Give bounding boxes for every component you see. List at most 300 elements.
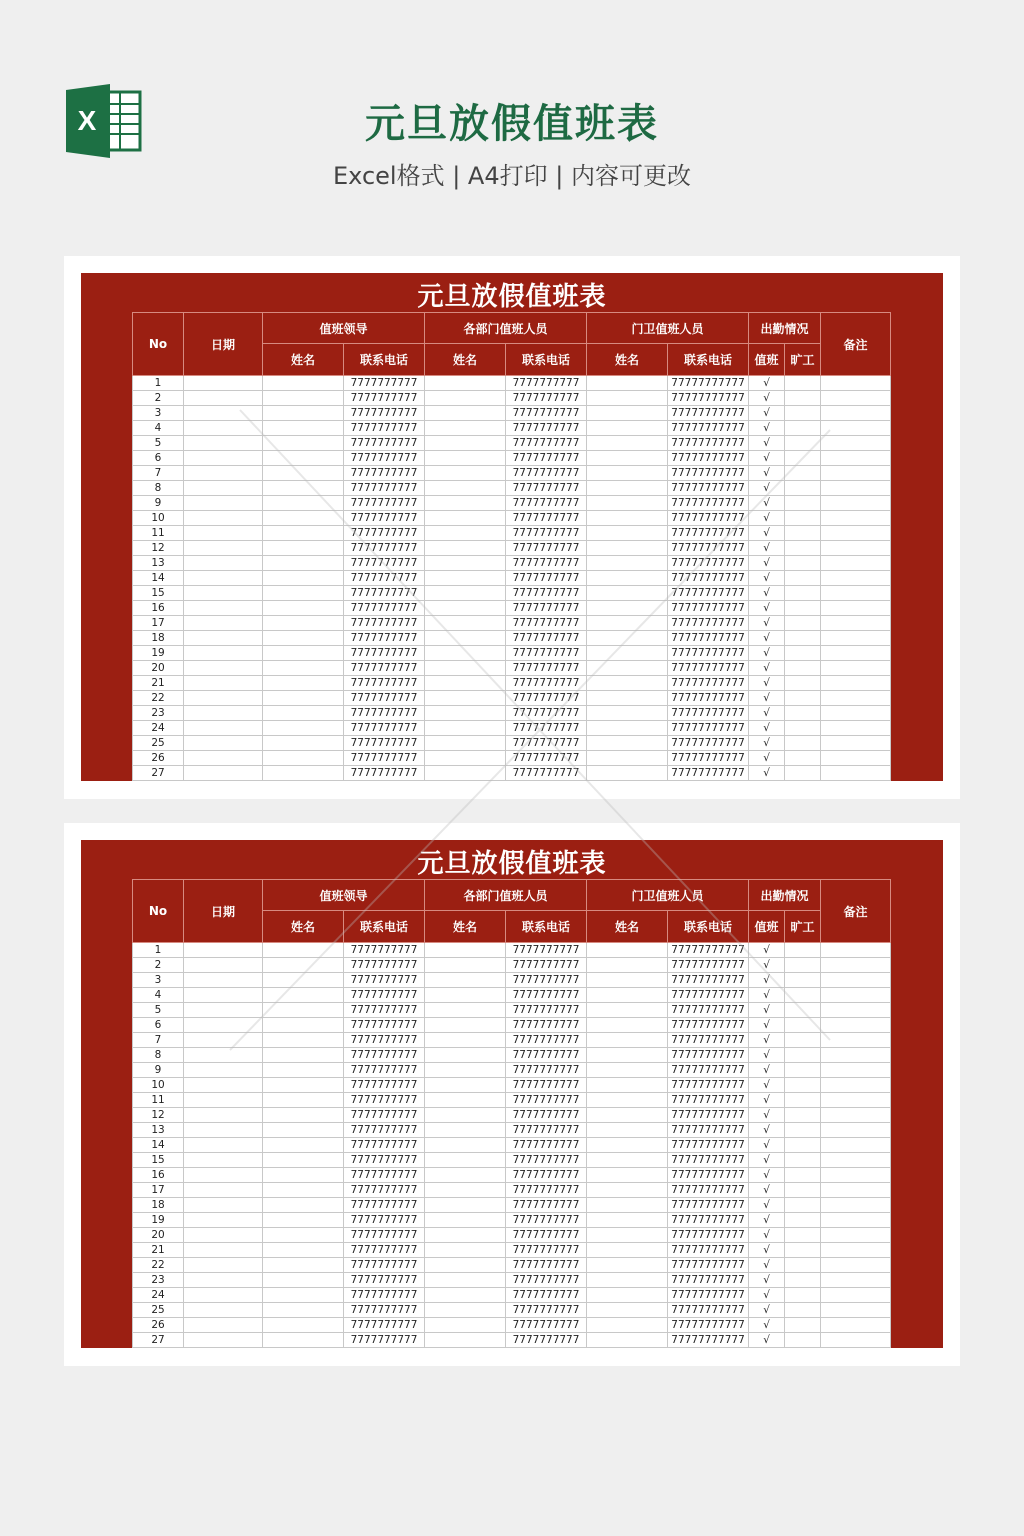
cell-on-duty[interactable]: √ <box>749 1138 785 1153</box>
cell-date[interactable] <box>184 1288 263 1303</box>
cell-date[interactable] <box>184 1333 263 1348</box>
cell-no[interactable]: 14 <box>133 571 184 586</box>
cell-dept-name[interactable] <box>425 601 506 616</box>
cell-dept-phone[interactable]: 7777777777 <box>506 481 587 496</box>
cell-guard-phone[interactable]: 77777777777 <box>668 556 749 571</box>
cell-no[interactable]: 12 <box>133 541 184 556</box>
cell-leader-phone[interactable]: 7777777777 <box>344 1138 425 1153</box>
cell-leader-name[interactable] <box>263 943 344 958</box>
cell-no[interactable]: 11 <box>133 526 184 541</box>
cell-on-duty[interactable]: √ <box>749 406 785 421</box>
cell-date[interactable] <box>184 1108 263 1123</box>
cell-guard-name[interactable] <box>587 1318 668 1333</box>
cell-on-duty[interactable]: √ <box>749 751 785 766</box>
cell-guard-name[interactable] <box>587 556 668 571</box>
cell-guard-name[interactable] <box>587 1033 668 1048</box>
cell-dept-name[interactable] <box>425 661 506 676</box>
cell-guard-name[interactable] <box>587 1003 668 1018</box>
cell-dept-phone[interactable]: 7777777777 <box>506 1318 587 1333</box>
cell-guard-name[interactable] <box>587 1168 668 1183</box>
cell-no[interactable]: 9 <box>133 496 184 511</box>
cell-dept-phone[interactable]: 7777777777 <box>506 1288 587 1303</box>
cell-absent[interactable] <box>785 466 821 481</box>
cell-on-duty[interactable]: √ <box>749 496 785 511</box>
cell-leader-phone[interactable]: 7777777777 <box>344 1333 425 1348</box>
cell-guard-name[interactable] <box>587 691 668 706</box>
cell-date[interactable] <box>184 1063 263 1078</box>
cell-date[interactable] <box>184 661 263 676</box>
cell-on-duty[interactable]: √ <box>749 676 785 691</box>
cell-dept-phone[interactable]: 7777777777 <box>506 1138 587 1153</box>
cell-leader-name[interactable] <box>263 973 344 988</box>
cell-leader-name[interactable] <box>263 571 344 586</box>
cell-leader-phone[interactable]: 7777777777 <box>344 973 425 988</box>
cell-leader-name[interactable] <box>263 1153 344 1168</box>
cell-remark[interactable] <box>821 751 891 766</box>
cell-date[interactable] <box>184 1048 263 1063</box>
cell-dept-name[interactable] <box>425 1288 506 1303</box>
cell-absent[interactable] <box>785 1318 821 1333</box>
cell-remark[interactable] <box>821 1333 891 1348</box>
cell-remark[interactable] <box>821 1228 891 1243</box>
cell-guard-name[interactable] <box>587 391 668 406</box>
cell-remark[interactable] <box>821 661 891 676</box>
cell-guard-phone[interactable]: 77777777777 <box>668 1213 749 1228</box>
cell-guard-name[interactable] <box>587 1333 668 1348</box>
cell-leader-name[interactable] <box>263 526 344 541</box>
cell-on-duty[interactable]: √ <box>749 1018 785 1033</box>
cell-date[interactable] <box>184 586 263 601</box>
cell-no[interactable]: 2 <box>133 958 184 973</box>
cell-leader-name[interactable] <box>263 661 344 676</box>
cell-absent[interactable] <box>785 1243 821 1258</box>
cell-dept-phone[interactable]: 7777777777 <box>506 973 587 988</box>
cell-guard-phone[interactable]: 77777777777 <box>668 1048 749 1063</box>
cell-dept-phone[interactable]: 7777777777 <box>506 391 587 406</box>
cell-remark[interactable] <box>821 1168 891 1183</box>
cell-absent[interactable] <box>785 706 821 721</box>
cell-leader-name[interactable] <box>263 751 344 766</box>
cell-no[interactable]: 9 <box>133 1063 184 1078</box>
cell-dept-name[interactable] <box>425 616 506 631</box>
cell-dept-phone[interactable]: 7777777777 <box>506 646 587 661</box>
cell-on-duty[interactable]: √ <box>749 586 785 601</box>
cell-leader-name[interactable] <box>263 1003 344 1018</box>
cell-leader-name[interactable] <box>263 1228 344 1243</box>
cell-guard-phone[interactable]: 77777777777 <box>668 466 749 481</box>
cell-guard-phone[interactable]: 77777777777 <box>668 481 749 496</box>
cell-leader-phone[interactable]: 7777777777 <box>344 751 425 766</box>
cell-on-duty[interactable]: √ <box>749 526 785 541</box>
cell-no[interactable]: 6 <box>133 451 184 466</box>
cell-no[interactable]: 4 <box>133 421 184 436</box>
cell-dept-name[interactable] <box>425 943 506 958</box>
cell-absent[interactable] <box>785 1183 821 1198</box>
cell-remark[interactable] <box>821 616 891 631</box>
cell-on-duty[interactable]: √ <box>749 376 785 391</box>
cell-dept-name[interactable] <box>425 511 506 526</box>
cell-on-duty[interactable]: √ <box>749 943 785 958</box>
cell-leader-phone[interactable]: 7777777777 <box>344 958 425 973</box>
cell-dept-name[interactable] <box>425 691 506 706</box>
cell-dept-phone[interactable]: 7777777777 <box>506 526 587 541</box>
cell-no[interactable]: 25 <box>133 1303 184 1318</box>
cell-date[interactable] <box>184 1153 263 1168</box>
cell-leader-phone[interactable]: 7777777777 <box>344 1258 425 1273</box>
cell-guard-phone[interactable]: 77777777777 <box>668 631 749 646</box>
cell-guard-phone[interactable]: 77777777777 <box>668 1228 749 1243</box>
cell-guard-name[interactable] <box>587 1078 668 1093</box>
cell-dept-phone[interactable]: 7777777777 <box>506 1303 587 1318</box>
cell-date[interactable] <box>184 766 263 781</box>
cell-leader-name[interactable] <box>263 766 344 781</box>
cell-leader-name[interactable] <box>263 1123 344 1138</box>
cell-leader-phone[interactable]: 7777777777 <box>344 541 425 556</box>
cell-leader-phone[interactable]: 7777777777 <box>344 1198 425 1213</box>
cell-guard-phone[interactable]: 77777777777 <box>668 616 749 631</box>
cell-dept-phone[interactable]: 7777777777 <box>506 1048 587 1063</box>
cell-no[interactable]: 13 <box>133 556 184 571</box>
cell-remark[interactable] <box>821 511 891 526</box>
cell-guard-name[interactable] <box>587 586 668 601</box>
cell-leader-phone[interactable]: 7777777777 <box>344 766 425 781</box>
cell-guard-phone[interactable]: 77777777777 <box>668 1243 749 1258</box>
cell-guard-name[interactable] <box>587 481 668 496</box>
cell-no[interactable]: 16 <box>133 1168 184 1183</box>
cell-leader-name[interactable] <box>263 1093 344 1108</box>
cell-leader-name[interactable] <box>263 1333 344 1348</box>
cell-guard-name[interactable] <box>587 571 668 586</box>
cell-absent[interactable] <box>785 1153 821 1168</box>
cell-absent[interactable] <box>785 721 821 736</box>
cell-leader-name[interactable] <box>263 1213 344 1228</box>
cell-leader-phone[interactable]: 7777777777 <box>344 466 425 481</box>
cell-dept-phone[interactable]: 7777777777 <box>506 556 587 571</box>
cell-leader-phone[interactable]: 7777777777 <box>344 1108 425 1123</box>
cell-dept-phone[interactable]: 7777777777 <box>506 1273 587 1288</box>
cell-guard-name[interactable] <box>587 436 668 451</box>
cell-leader-phone[interactable]: 7777777777 <box>344 496 425 511</box>
cell-on-duty[interactable]: √ <box>749 436 785 451</box>
cell-on-duty[interactable]: √ <box>749 1228 785 1243</box>
cell-date[interactable] <box>184 436 263 451</box>
cell-dept-phone[interactable]: 7777777777 <box>506 943 587 958</box>
cell-dept-name[interactable] <box>425 1168 506 1183</box>
cell-no[interactable]: 26 <box>133 751 184 766</box>
cell-date[interactable] <box>184 958 263 973</box>
cell-dept-phone[interactable]: 7777777777 <box>506 496 587 511</box>
cell-guard-name[interactable] <box>587 751 668 766</box>
cell-on-duty[interactable]: √ <box>749 706 785 721</box>
cell-date[interactable] <box>184 646 263 661</box>
cell-absent[interactable] <box>785 943 821 958</box>
cell-remark[interactable] <box>821 436 891 451</box>
cell-on-duty[interactable]: √ <box>749 721 785 736</box>
cell-dept-name[interactable] <box>425 1078 506 1093</box>
cell-leader-phone[interactable]: 7777777777 <box>344 586 425 601</box>
cell-no[interactable]: 3 <box>133 973 184 988</box>
cell-absent[interactable] <box>785 1228 821 1243</box>
cell-on-duty[interactable]: √ <box>749 421 785 436</box>
cell-on-duty[interactable]: √ <box>749 1243 785 1258</box>
cell-leader-phone[interactable]: 7777777777 <box>344 451 425 466</box>
cell-guard-phone[interactable]: 77777777777 <box>668 421 749 436</box>
cell-leader-name[interactable] <box>263 391 344 406</box>
cell-guard-name[interactable] <box>587 1183 668 1198</box>
cell-remark[interactable] <box>821 421 891 436</box>
cell-leader-phone[interactable]: 7777777777 <box>344 1018 425 1033</box>
cell-guard-phone[interactable]: 77777777777 <box>668 1018 749 1033</box>
cell-dept-phone[interactable]: 7777777777 <box>506 1213 587 1228</box>
cell-date[interactable] <box>184 1033 263 1048</box>
cell-leader-name[interactable] <box>263 631 344 646</box>
cell-date[interactable] <box>184 571 263 586</box>
cell-remark[interactable] <box>821 601 891 616</box>
cell-guard-name[interactable] <box>587 766 668 781</box>
cell-absent[interactable] <box>785 1108 821 1123</box>
cell-dept-name[interactable] <box>425 1048 506 1063</box>
cell-guard-phone[interactable]: 77777777777 <box>668 691 749 706</box>
cell-guard-phone[interactable]: 77777777777 <box>668 1003 749 1018</box>
cell-no[interactable]: 14 <box>133 1138 184 1153</box>
cell-no[interactable]: 3 <box>133 406 184 421</box>
cell-leader-phone[interactable]: 7777777777 <box>344 601 425 616</box>
cell-dept-name[interactable] <box>425 436 506 451</box>
cell-remark[interactable] <box>821 988 891 1003</box>
cell-date[interactable] <box>184 1213 263 1228</box>
cell-remark[interactable] <box>821 1318 891 1333</box>
cell-dept-phone[interactable]: 7777777777 <box>506 1108 587 1123</box>
cell-leader-name[interactable] <box>263 616 344 631</box>
cell-date[interactable] <box>184 1228 263 1243</box>
cell-guard-name[interactable] <box>587 1018 668 1033</box>
cell-on-duty[interactable]: √ <box>749 451 785 466</box>
cell-dept-name[interactable] <box>425 1153 506 1168</box>
cell-absent[interactable] <box>785 1288 821 1303</box>
cell-no[interactable]: 20 <box>133 1228 184 1243</box>
cell-absent[interactable] <box>785 1198 821 1213</box>
cell-guard-name[interactable] <box>587 541 668 556</box>
cell-date[interactable] <box>184 481 263 496</box>
cell-leader-phone[interactable]: 7777777777 <box>344 1318 425 1333</box>
cell-absent[interactable] <box>785 1168 821 1183</box>
cell-leader-phone[interactable]: 7777777777 <box>344 1123 425 1138</box>
cell-leader-name[interactable] <box>263 421 344 436</box>
cell-on-duty[interactable]: √ <box>749 1093 785 1108</box>
cell-remark[interactable] <box>821 1108 891 1123</box>
cell-guard-phone[interactable]: 77777777777 <box>668 436 749 451</box>
cell-dept-name[interactable] <box>425 526 506 541</box>
cell-on-duty[interactable]: √ <box>749 571 785 586</box>
cell-leader-name[interactable] <box>263 721 344 736</box>
cell-no[interactable]: 21 <box>133 1243 184 1258</box>
cell-dept-phone[interactable]: 7777777777 <box>506 541 587 556</box>
cell-leader-name[interactable] <box>263 676 344 691</box>
cell-absent[interactable] <box>785 958 821 973</box>
cell-absent[interactable] <box>785 973 821 988</box>
cell-on-duty[interactable]: √ <box>749 1078 785 1093</box>
cell-guard-name[interactable] <box>587 1198 668 1213</box>
cell-on-duty[interactable]: √ <box>749 1048 785 1063</box>
cell-remark[interactable] <box>821 1078 891 1093</box>
cell-dept-phone[interactable]: 7777777777 <box>506 1033 587 1048</box>
cell-date[interactable] <box>184 1183 263 1198</box>
cell-date[interactable] <box>184 736 263 751</box>
cell-leader-phone[interactable]: 7777777777 <box>344 1048 425 1063</box>
cell-guard-phone[interactable]: 77777777777 <box>668 601 749 616</box>
cell-absent[interactable] <box>785 1048 821 1063</box>
cell-dept-name[interactable] <box>425 1123 506 1138</box>
cell-absent[interactable] <box>785 1003 821 1018</box>
cell-guard-phone[interactable]: 77777777777 <box>668 676 749 691</box>
cell-dept-phone[interactable]: 7777777777 <box>506 751 587 766</box>
cell-dept-phone[interactable]: 7777777777 <box>506 661 587 676</box>
cell-guard-phone[interactable]: 77777777777 <box>668 526 749 541</box>
cell-guard-name[interactable] <box>587 631 668 646</box>
cell-on-duty[interactable]: √ <box>749 1168 785 1183</box>
cell-no[interactable]: 8 <box>133 481 184 496</box>
cell-dept-phone[interactable]: 7777777777 <box>506 601 587 616</box>
cell-on-duty[interactable]: √ <box>749 1123 785 1138</box>
cell-remark[interactable] <box>821 691 891 706</box>
cell-date[interactable] <box>184 988 263 1003</box>
cell-leader-phone[interactable]: 7777777777 <box>344 1228 425 1243</box>
cell-on-duty[interactable]: √ <box>749 1213 785 1228</box>
cell-date[interactable] <box>184 1123 263 1138</box>
cell-guard-phone[interactable]: 77777777777 <box>668 706 749 721</box>
cell-absent[interactable] <box>785 526 821 541</box>
cell-dept-phone[interactable]: 7777777777 <box>506 1018 587 1033</box>
cell-remark[interactable] <box>821 1303 891 1318</box>
cell-no[interactable]: 11 <box>133 1093 184 1108</box>
cell-remark[interactable] <box>821 958 891 973</box>
cell-remark[interactable] <box>821 1138 891 1153</box>
cell-leader-name[interactable] <box>263 1063 344 1078</box>
cell-no[interactable]: 7 <box>133 1033 184 1048</box>
cell-date[interactable] <box>184 406 263 421</box>
cell-remark[interactable] <box>821 1183 891 1198</box>
cell-leader-name[interactable] <box>263 988 344 1003</box>
cell-no[interactable]: 15 <box>133 1153 184 1168</box>
cell-on-duty[interactable]: √ <box>749 973 785 988</box>
cell-no[interactable]: 10 <box>133 511 184 526</box>
cell-leader-name[interactable] <box>263 586 344 601</box>
cell-dept-name[interactable] <box>425 406 506 421</box>
cell-dept-phone[interactable]: 7777777777 <box>506 1123 587 1138</box>
cell-guard-name[interactable] <box>587 1108 668 1123</box>
cell-guard-phone[interactable]: 77777777777 <box>668 1273 749 1288</box>
cell-dept-phone[interactable]: 7777777777 <box>506 451 587 466</box>
cell-guard-name[interactable] <box>587 1093 668 1108</box>
cell-no[interactable]: 17 <box>133 1183 184 1198</box>
cell-remark[interactable] <box>821 1003 891 1018</box>
cell-leader-name[interactable] <box>263 436 344 451</box>
cell-date[interactable] <box>184 526 263 541</box>
cell-dept-name[interactable] <box>425 646 506 661</box>
cell-remark[interactable] <box>821 766 891 781</box>
cell-guard-phone[interactable]: 77777777777 <box>668 1108 749 1123</box>
cell-dept-name[interactable] <box>425 1303 506 1318</box>
cell-absent[interactable] <box>785 556 821 571</box>
cell-date[interactable] <box>184 451 263 466</box>
cell-on-duty[interactable]: √ <box>749 1273 785 1288</box>
cell-no[interactable]: 8 <box>133 1048 184 1063</box>
cell-absent[interactable] <box>785 1303 821 1318</box>
cell-date[interactable] <box>184 1318 263 1333</box>
cell-no[interactable]: 18 <box>133 631 184 646</box>
cell-leader-name[interactable] <box>263 601 344 616</box>
cell-guard-phone[interactable]: 77777777777 <box>668 1168 749 1183</box>
cell-date[interactable] <box>184 1078 263 1093</box>
cell-leader-name[interactable] <box>263 451 344 466</box>
cell-date[interactable] <box>184 391 263 406</box>
cell-remark[interactable] <box>821 466 891 481</box>
cell-dept-phone[interactable]: 7777777777 <box>506 421 587 436</box>
cell-date[interactable] <box>184 973 263 988</box>
cell-on-duty[interactable]: √ <box>749 1033 785 1048</box>
cell-leader-name[interactable] <box>263 1078 344 1093</box>
cell-date[interactable] <box>184 466 263 481</box>
cell-date[interactable] <box>184 541 263 556</box>
cell-leader-name[interactable] <box>263 1168 344 1183</box>
cell-dept-phone[interactable]: 7777777777 <box>506 616 587 631</box>
cell-dept-phone[interactable]: 7777777777 <box>506 466 587 481</box>
cell-dept-name[interactable] <box>425 1198 506 1213</box>
cell-absent[interactable] <box>785 451 821 466</box>
cell-dept-name[interactable] <box>425 1333 506 1348</box>
cell-absent[interactable] <box>785 646 821 661</box>
cell-absent[interactable] <box>785 436 821 451</box>
cell-dept-name[interactable] <box>425 466 506 481</box>
cell-guard-phone[interactable]: 77777777777 <box>668 1033 749 1048</box>
cell-remark[interactable] <box>821 1198 891 1213</box>
cell-leader-phone[interactable]: 7777777777 <box>344 1168 425 1183</box>
cell-on-duty[interactable]: √ <box>749 556 785 571</box>
cell-absent[interactable] <box>785 586 821 601</box>
cell-dept-phone[interactable]: 7777777777 <box>506 571 587 586</box>
cell-no[interactable]: 5 <box>133 1003 184 1018</box>
cell-on-duty[interactable]: √ <box>749 1288 785 1303</box>
cell-date[interactable] <box>184 616 263 631</box>
cell-dept-name[interactable] <box>425 1273 506 1288</box>
cell-dept-phone[interactable]: 7777777777 <box>506 1078 587 1093</box>
cell-remark[interactable] <box>821 1258 891 1273</box>
cell-absent[interactable] <box>785 1213 821 1228</box>
cell-absent[interactable] <box>785 766 821 781</box>
cell-no[interactable]: 24 <box>133 1288 184 1303</box>
cell-remark[interactable] <box>821 1033 891 1048</box>
cell-absent[interactable] <box>785 601 821 616</box>
cell-guard-name[interactable] <box>587 1273 668 1288</box>
cell-leader-phone[interactable]: 7777777777 <box>344 571 425 586</box>
cell-dept-name[interactable] <box>425 1108 506 1123</box>
cell-date[interactable] <box>184 1273 263 1288</box>
cell-dept-phone[interactable]: 7777777777 <box>506 406 587 421</box>
cell-dept-name[interactable] <box>425 751 506 766</box>
cell-leader-name[interactable] <box>263 1108 344 1123</box>
cell-leader-phone[interactable]: 7777777777 <box>344 1063 425 1078</box>
cell-guard-name[interactable] <box>587 1138 668 1153</box>
cell-dept-name[interactable] <box>425 391 506 406</box>
cell-guard-phone[interactable]: 77777777777 <box>668 496 749 511</box>
cell-leader-name[interactable] <box>263 646 344 661</box>
cell-leader-name[interactable] <box>263 376 344 391</box>
cell-guard-phone[interactable]: 77777777777 <box>668 661 749 676</box>
cell-dept-phone[interactable]: 7777777777 <box>506 736 587 751</box>
cell-leader-name[interactable] <box>263 1048 344 1063</box>
cell-date[interactable] <box>184 1003 263 1018</box>
cell-guard-phone[interactable]: 77777777777 <box>668 541 749 556</box>
